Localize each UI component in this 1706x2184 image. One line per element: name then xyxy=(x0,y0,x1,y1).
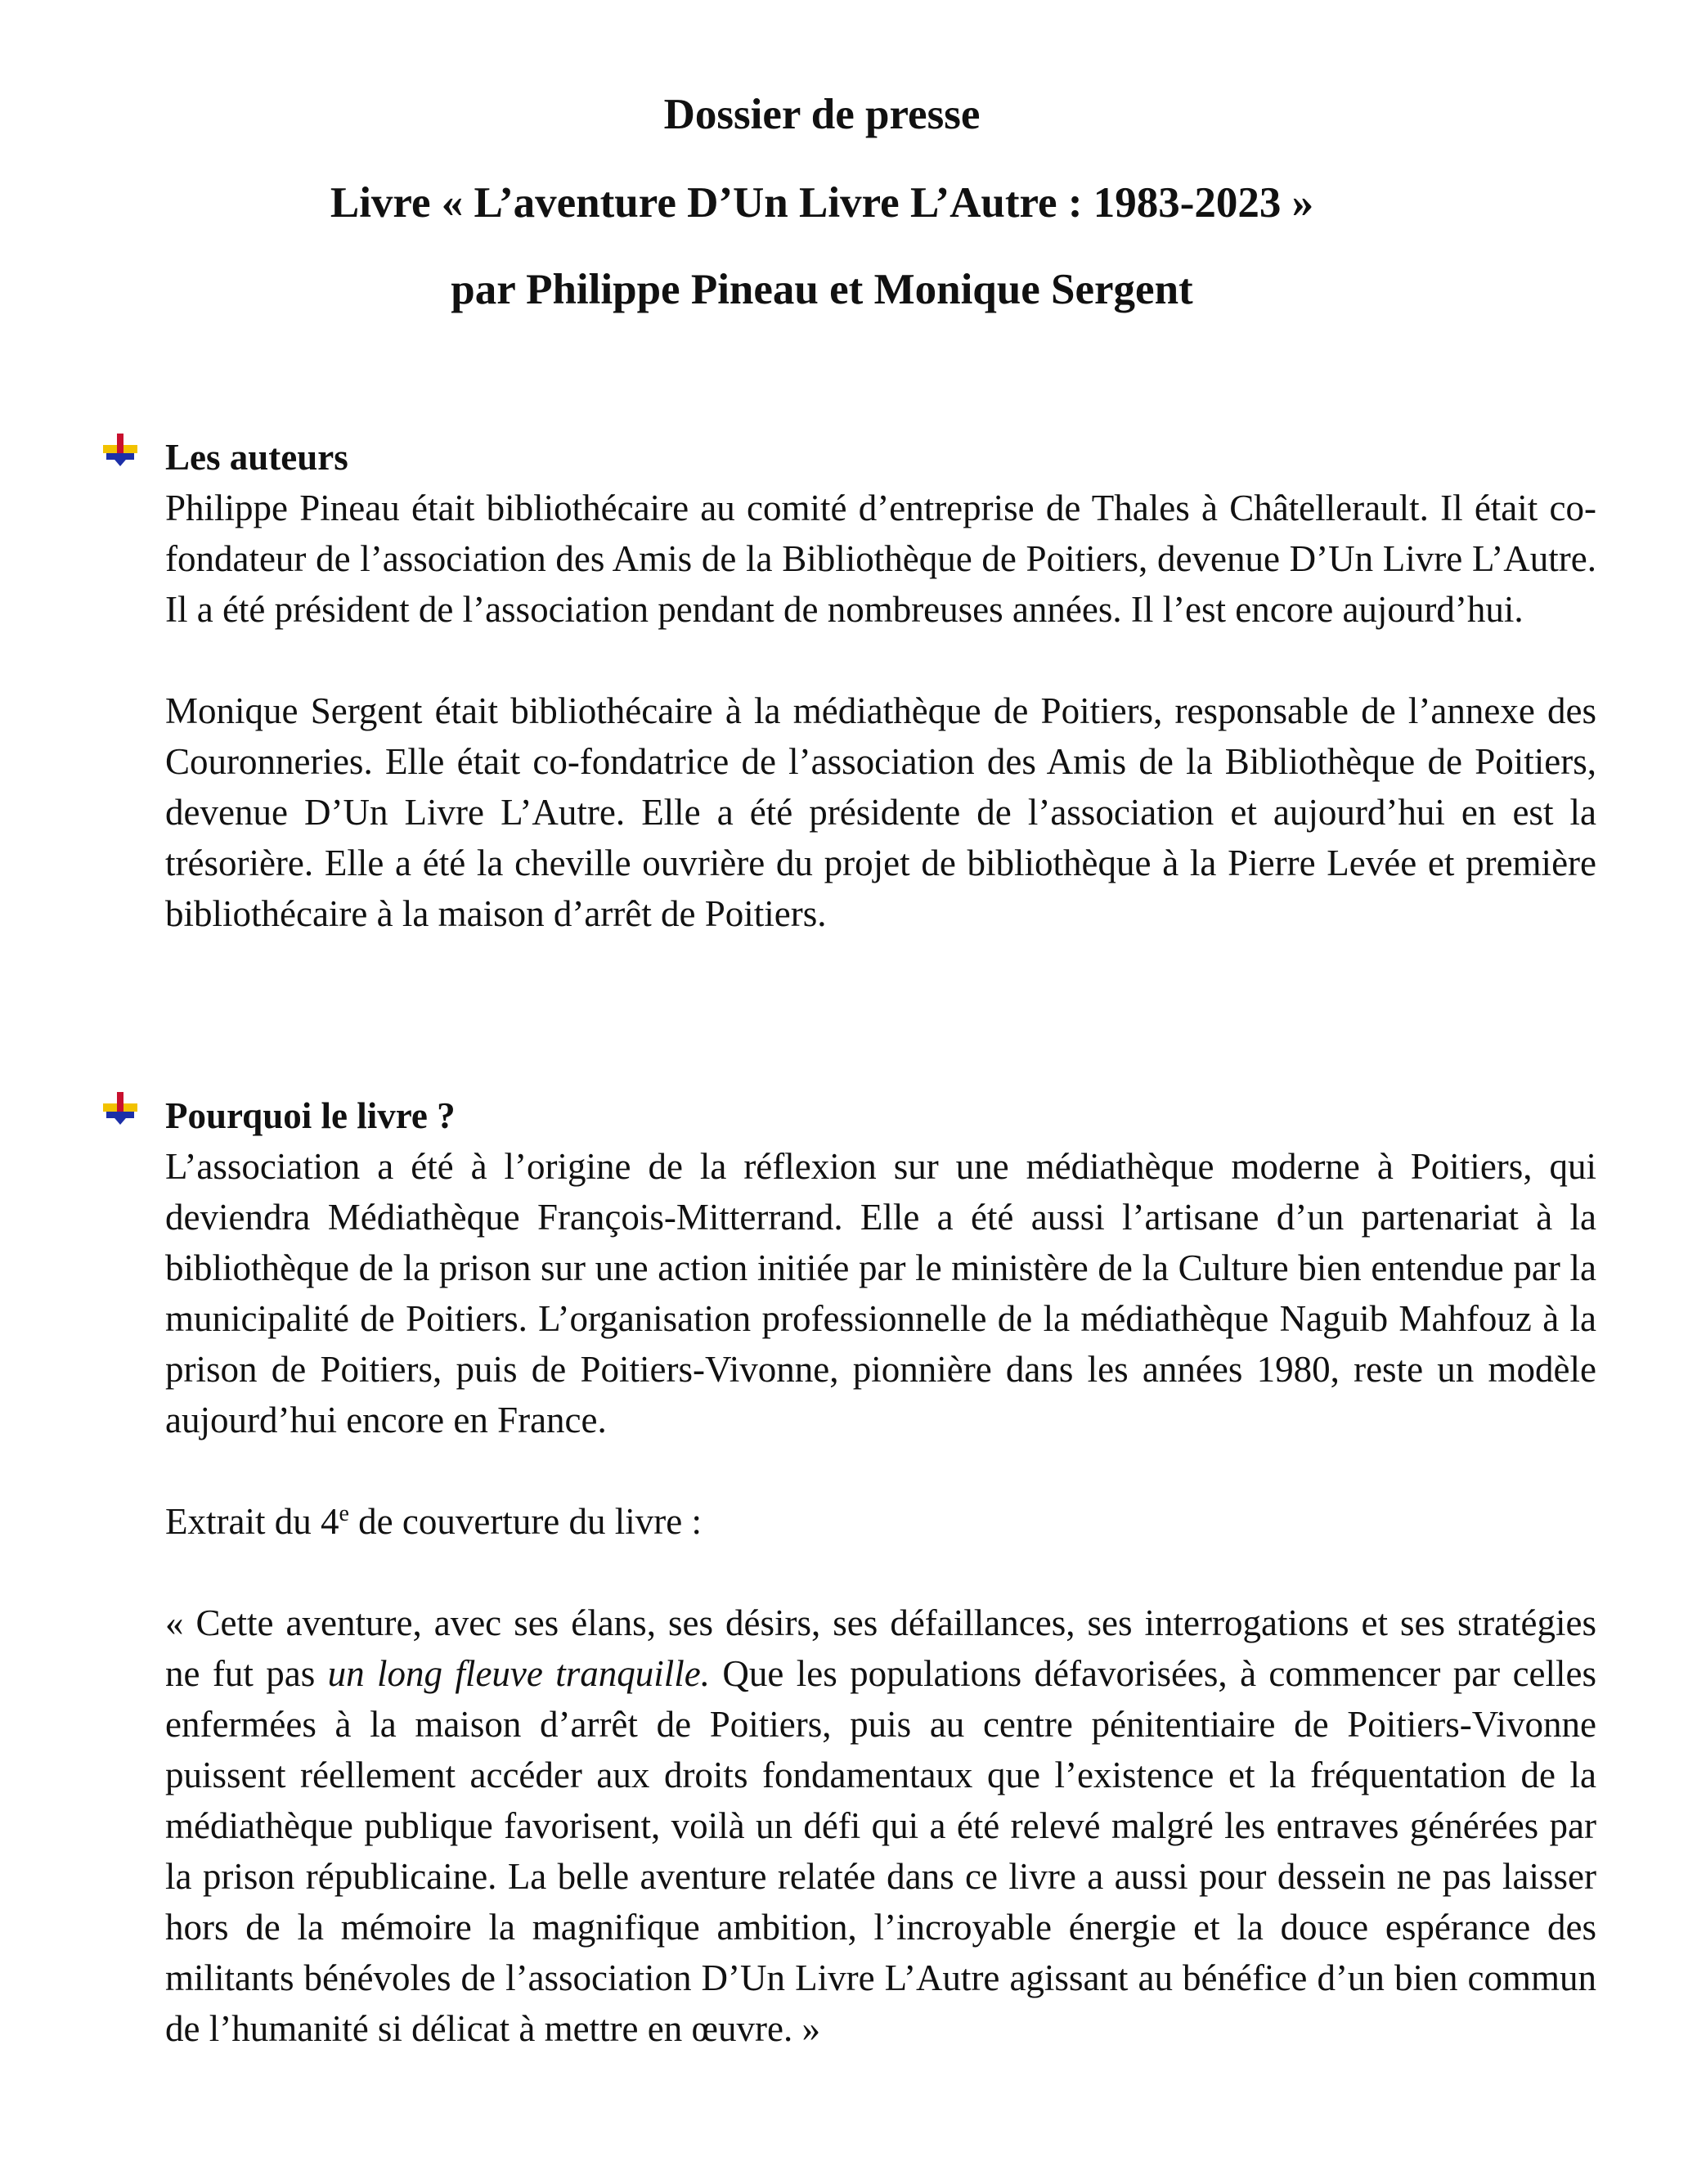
book-authors: par Philippe Pineau et Monique Sergent xyxy=(451,266,1193,313)
document-title: Dossier de presse xyxy=(663,91,981,138)
paragraph-monique-sergent: Monique Sergent était bibliothécaire à la médiathèque de Poitiers, responsable de l’annexe des Couronneries. Elle était co-fondatrice de l’association des Amis de la Bibliothèque de Poitiers, devenue D’Un Livre L’Autre. Elle a été présidente de l’association et aujourd’hui en est la trésorière. Elle a été la cheville ouvrière du projet de bibliothèque à la Pierre Levée et première bibliothécaire à la maison d’arrêt de Poitiers. xyxy=(165,690,1596,934)
quote-italic-phrase: un long fleuve tranquille. xyxy=(327,1653,710,1694)
quote-text-end: Que les populations défavorisées, à commencer par celles enfermées à la maison d’arrêt de Poitiers, puis au centre pénitentiaire de Poitiers-Vivonne puissent réellement accéder aux droits fondamentaux que l’existence et la fréquentation de la médiathèque publique favorisent, voilà un défi qui a été relevé malgré les entraves générées par la prison républicaine. La belle aventure relatée dans ce livre a aussi pour dessein ne pas laisser hors de la mémoire la magnifique ambition, l’incroyable énergie et la douce espérance des militants bénévoles de l’association D’Un Livre L’Autre agissant au bénéfice d’un bien commun de l’humanité si délicat à mettre en œuvre. » xyxy=(165,1653,1597,2049)
ordinal-superscript: e xyxy=(339,1501,349,1526)
bullet-arrow-icon xyxy=(103,1092,137,1125)
book-title: Livre « L’aventure D’Un Livre L’Autre : 1983-2023 » xyxy=(330,179,1314,227)
extract-intro xyxy=(165,1496,1596,1547)
paragraph-association-history: L’association a été à l’origine de la réflexion sur une médiathèque moderne à Poitiers, qui deviendra Médiathèque François-Mitterrand. Elle a été aussi l’artisane d’un partenariat à la bibliothèque de la prison sur une action initiée par le ministère de la Culture bien entendue par la municipalité de Poitiers. L’organisation professionnelle de la médiathèque Naguib Mahfouz à la prison de Poitiers, puis de Poitiers-Vivonne, pionnière dans les années 1980, reste un modèle aujourd’hui encore en France. xyxy=(165,1146,1596,1440)
extract-intro-text-end: de couverture du livre : xyxy=(348,1501,702,1542)
extract-intro-text: Extrait du 4 xyxy=(165,1501,339,1542)
section-heading: Pourquoi le livre ? xyxy=(165,1095,456,1136)
bullet-arrow-icon xyxy=(103,434,137,466)
section-why-the-book xyxy=(165,1090,1596,2054)
paragraph-philippe-pineau: Philippe Pineau était bibliothécaire au comité d’entreprise de Thales à Châtellerault. Il était co-fondateur de l’association des Amis de la Bibliothèque de Poitiers, devenue D’Un Livre L’Autre. Il a été président de l’association pendant de nombreuses années. Il l’est encore aujourd’hui. xyxy=(165,488,1596,630)
back-cover-quote xyxy=(165,1598,1596,2054)
section-heading: Les auteurs xyxy=(165,437,348,478)
quote-text-start: « Cette aventure, avec ses élans, ses désirs, ses défaillances, ses interrogations et ses stratégies ne fut pas xyxy=(165,1602,1596,1694)
section-authors xyxy=(165,432,1596,939)
